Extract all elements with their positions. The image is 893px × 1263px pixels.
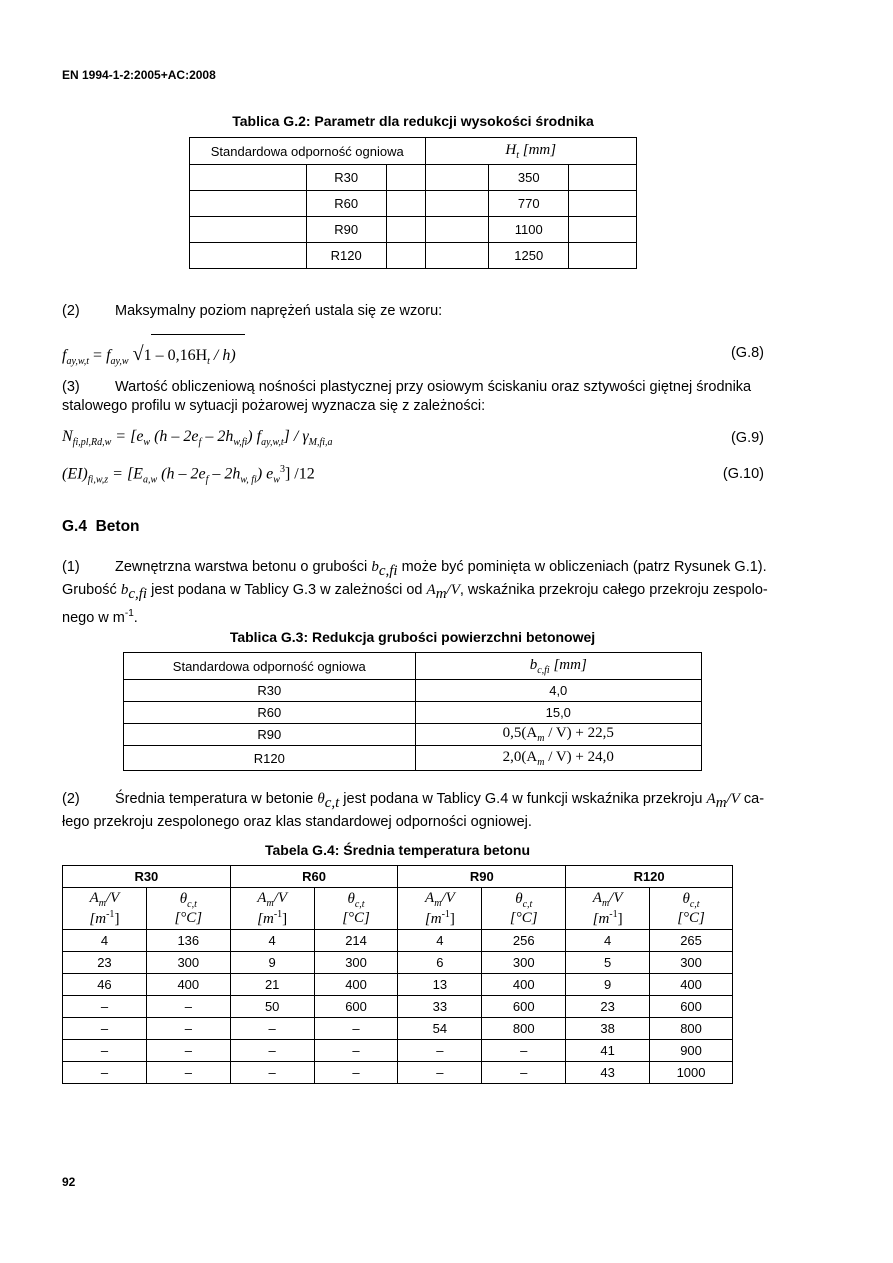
equation-g8: $f_{ay,w,t} = f_{ay,w}$ $√1 - 0,16H_t / h$) bbox=[62, 343, 236, 368]
table-g4-group-r120: R120 bbox=[566, 866, 733, 888]
table-cell: 38 bbox=[566, 1018, 650, 1040]
table-g4-header-am-v: $A_m/V$ $[m^{-1}]$ bbox=[63, 888, 147, 930]
table-cell: 33 bbox=[398, 996, 482, 1018]
table-g3 bbox=[123, 652, 702, 771]
table-cell: 50 bbox=[230, 996, 314, 1018]
table-g4-caption: Tabela G.4: Średnia temperatura betonu bbox=[264, 842, 531, 858]
table-cell: – bbox=[63, 1040, 147, 1062]
table-cell: 400 bbox=[482, 974, 566, 996]
paragraph-g4-2: (2) Średnia temperatura w betonie $\theta_{c,t}$ jest podana w Tablicy G.4 w funkcji wskaźnika przekroju $A_m/V$ ca-łego przekroju zespolonego oraz klas standardowej odporności ogniowej. bbox=[62, 791, 765, 830]
table-cell: 21 bbox=[230, 974, 314, 996]
table-g2 bbox=[189, 137, 637, 269]
table-row: R90 1100 bbox=[190, 217, 637, 243]
table-cell: 23 bbox=[63, 952, 147, 974]
table-g3-header-fire: Standardowa odporność ogniowa bbox=[124, 653, 416, 680]
table-cell: – bbox=[146, 1018, 230, 1040]
equation-g9: $N_{fi,pl,Rd,w} = [e_w$ $(h - 2e_f - 2h_{w,fi})$ $f_{ay,w,t}] / \gamma_{M,fi,a}$ bbox=[62, 428, 333, 449]
table-cell: – bbox=[398, 1040, 482, 1062]
table-cell: 4 bbox=[398, 930, 482, 952]
table-row: R60 15,0 bbox=[124, 702, 702, 724]
table-cell: – bbox=[314, 1062, 398, 1084]
table-cell: – bbox=[230, 1018, 314, 1040]
table-g4-group-r90: R90 bbox=[398, 866, 566, 888]
table-g2-header-fire: Standardowa odporność ogniowa bbox=[190, 138, 426, 165]
equation-g10: $(EI)_{fi,w,z} = [E_{a,w}$ $(h - 2e_f - 2h_{w, fi})$ $e_w^3$] /12 bbox=[62, 464, 315, 486]
paragraph-g4-1: (1) Zewnętrzna warstwa betonu o grubości $b_{c,fi}$ może być pominięta w obliczeniach (patrz Rysunek G.1). Grubość $b_{c,fi}$ jest podana w Tablicy G.3 w zależności od $A_m/V$, wskaźnika przekroju całego przekroju zespolo-nego w $m^{-1}$. bbox=[62, 559, 768, 626]
table-cell: 600 bbox=[482, 996, 566, 1018]
table-row: R30 4,0 bbox=[124, 680, 702, 702]
table-row bbox=[63, 1040, 733, 1062]
table-cell: – bbox=[146, 996, 230, 1018]
table-cell: 9 bbox=[230, 952, 314, 974]
table-cell: – bbox=[146, 1040, 230, 1062]
sqrt-bar bbox=[151, 334, 245, 335]
paragraph-3: (3) Wartość obliczeniową nośności plastycznej przy osiowym ściskaniu oraz sztywości giętnej środnika stalowego profilu w sytuacji pożarowej wyznacza się z zależności: bbox=[62, 379, 752, 414]
table-cell: 256 bbox=[482, 930, 566, 952]
table-row: R120 1250 bbox=[190, 243, 637, 269]
table-cell: – bbox=[230, 1062, 314, 1084]
table-cell: – bbox=[63, 1062, 147, 1084]
equation-g10-label: (G.10) bbox=[722, 466, 764, 482]
table-g4-header-am-v: $A_m/V$ $[m^{-1}]$ bbox=[566, 888, 650, 930]
equation-g8-label: (G.8) bbox=[730, 345, 764, 361]
table-row bbox=[63, 952, 733, 974]
table-row bbox=[63, 974, 733, 996]
table-g4-group-r60: R60 bbox=[230, 866, 398, 888]
table-cell: – bbox=[314, 1018, 398, 1040]
table-cell: – bbox=[63, 996, 147, 1018]
table-g4-subheader bbox=[63, 888, 733, 930]
table-g4-group-r30: R30 bbox=[63, 866, 231, 888]
table-cell: 5 bbox=[566, 952, 650, 974]
table-cell: 265 bbox=[650, 930, 733, 952]
table-g2-header-ht: $H_t$ [mm] bbox=[425, 138, 637, 165]
table-cell: 400 bbox=[650, 974, 733, 996]
table-g3-header-bcfi: $b_{c,fi}$ [mm] bbox=[415, 653, 701, 680]
table-cell: – bbox=[482, 1062, 566, 1084]
table-cell: 4 bbox=[230, 930, 314, 952]
table-cell: 300 bbox=[314, 952, 398, 974]
table-g4-header-theta: $\theta_{c,t}$ [°C] bbox=[314, 888, 398, 930]
table-row bbox=[63, 1018, 733, 1040]
table-row: R90 $0,5(A_m / V) + 22,5$ bbox=[124, 724, 702, 746]
table-g4-header-theta: $\theta_{c,t}$ [°C] bbox=[146, 888, 230, 930]
table-g3-caption: Tablica G.3: Redukcja grubości powierzchni betonowej bbox=[229, 629, 596, 645]
table-g4-header-theta: $\theta_{c,t}$ [°C] bbox=[482, 888, 566, 930]
table-row: R30 350 bbox=[190, 165, 637, 191]
table-cell: – bbox=[230, 1040, 314, 1062]
table-cell: 400 bbox=[314, 974, 398, 996]
table-cell: – bbox=[63, 1018, 147, 1040]
table-g4 bbox=[62, 865, 733, 1084]
table-cell: 136 bbox=[146, 930, 230, 952]
table-row: R120 $2,0(A_m / V) + 24,0$ bbox=[124, 746, 702, 771]
table-cell: 300 bbox=[482, 952, 566, 974]
table-cell: 43 bbox=[566, 1062, 650, 1084]
table-cell: 1000 bbox=[650, 1062, 733, 1084]
table-cell: – bbox=[482, 1040, 566, 1062]
table-cell: 214 bbox=[314, 930, 398, 952]
table-cell: 4 bbox=[63, 930, 147, 952]
table-cell: 23 bbox=[566, 996, 650, 1018]
table-cell: – bbox=[398, 1062, 482, 1084]
table-row bbox=[63, 930, 733, 952]
table-g2-caption: Tablica G.2: Parametr dla redukcji wysokości środnika bbox=[232, 113, 594, 129]
table-cell: – bbox=[314, 1040, 398, 1062]
table-cell: 400 bbox=[146, 974, 230, 996]
table-cell: 800 bbox=[482, 1018, 566, 1040]
table-cell: 4 bbox=[566, 930, 650, 952]
table-cell: – bbox=[146, 1062, 230, 1084]
table-row bbox=[63, 996, 733, 1018]
table-cell: 6 bbox=[398, 952, 482, 974]
table-row: R60 770 bbox=[190, 191, 637, 217]
table-g4-header-am-v: $A_m/V$ $[m^{-1}]$ bbox=[230, 888, 314, 930]
page-number: 92 bbox=[62, 1175, 76, 1189]
table-cell: 300 bbox=[146, 952, 230, 974]
equation-g9-label: (G.9) bbox=[730, 430, 764, 446]
document-header: EN 1994-1-2:2005+AC:2008 bbox=[62, 68, 216, 82]
table-cell: 46 bbox=[63, 974, 147, 996]
section-heading: G.4 Beton bbox=[62, 518, 140, 535]
table-cell: 800 bbox=[650, 1018, 733, 1040]
paragraph-2: (2) Maksymalny poziom naprężeń ustala się ze wzoru: bbox=[62, 303, 443, 319]
table-cell: 300 bbox=[650, 952, 733, 974]
table-cell: 900 bbox=[650, 1040, 733, 1062]
table-cell: 13 bbox=[398, 974, 482, 996]
table-cell: 54 bbox=[398, 1018, 482, 1040]
table-cell: 600 bbox=[650, 996, 733, 1018]
table-cell: 41 bbox=[566, 1040, 650, 1062]
table-g4-header-am-v: $A_m/V$ $[m^{-1}]$ bbox=[398, 888, 482, 930]
table-g4-header-theta: $\theta_{c,t}$ [°C] bbox=[650, 888, 733, 930]
table-row bbox=[63, 1062, 733, 1084]
table-cell: 600 bbox=[314, 996, 398, 1018]
table-cell: 9 bbox=[566, 974, 650, 996]
